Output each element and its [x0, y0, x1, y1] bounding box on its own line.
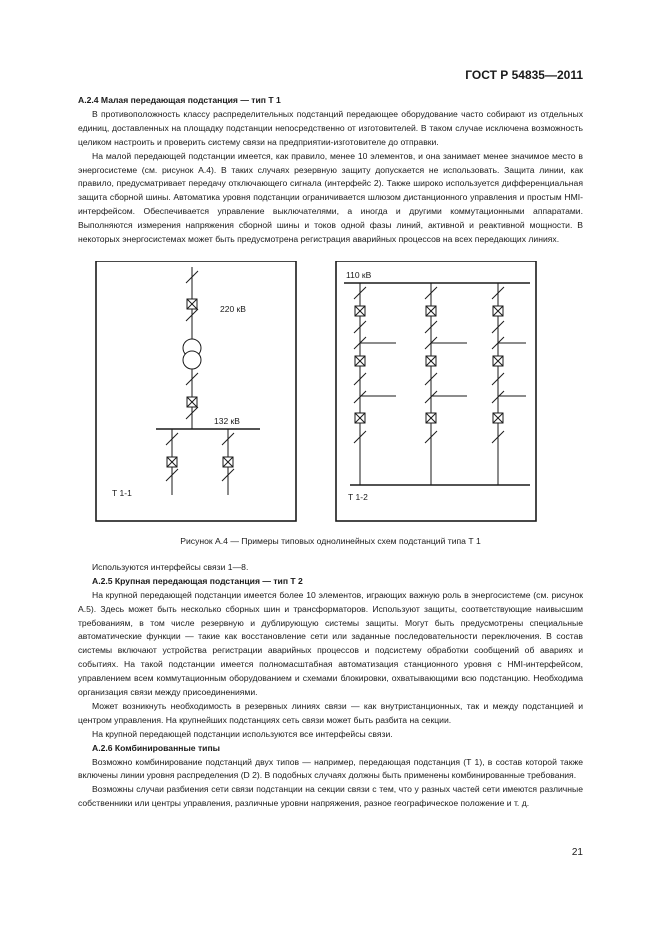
paragraph: На крупной передающей подстанции имеется более 10 элементов, играющих важную роль в энергосистеме (см. рисунок А.5). Здесь может быть несколько сборных шин и трансформаторов. Используют защиты, соответствующие наивысшим требованиям, в том числе резервную и дублирующую системы защиты. Могут быть предусмотрены специальные автоматические функции — такие как восстановление сети или заданные последовательности переключения. В состав системы включают устройства регистрации аварийных процессов и подсистему обработки сообщений об авариях и событиях. На такой подстанции имеется полномасштабная автоматизация станционного уровня с HMI-интерфейсом, управлением всем коммутационным оборудованием и схемами блокировки, охватывающими всю подстанцию. Необходима организация связи между присоединениями.: [78, 589, 583, 698]
section-heading-a25: А.2.5 Крупная передающая подстанция — тип Т 2: [92, 575, 303, 586]
section-heading-a24: А.2.4 Малая передающая подстанция — тип Т 1: [78, 95, 281, 105]
transformer-winding-bottom: [183, 351, 201, 369]
page-content: [78, 94, 583, 811]
paragraph: В противоположность классу распределительных подстанций передающее оборудование часто собирают из отдельных единиц, доставленных на площадку подстанции непосредственно от изготовителей. В таком случае исключена возможность целиком настроить и проверить систему связи на предприятии-изготовителе до отправки.: [78, 108, 583, 147]
voltage-label-220kv: 220 кВ: [220, 303, 246, 314]
voltage-label-110kv: 110 кВ: [346, 269, 372, 280]
figure-caption: Рисунок А.4 — Примеры типовых однолинейных схем подстанций типа Т 1: [180, 535, 481, 546]
diagram-label-t1-2: Т 1-2: [348, 491, 368, 502]
paragraph: Используются интерфейсы связи 1—8.: [92, 561, 249, 572]
page-number: 21: [571, 847, 583, 858]
document-id: ГОСТ Р 54835—2011: [465, 68, 583, 82]
single-line-diagrams: [78, 261, 583, 529]
figure-a4: [78, 261, 583, 529]
paragraph: Возможно комбинирование подстанций двух типов — например, передающая подстанция (Т 1), в состав которой также включены линии уровня распределения (D 2). В подобных случаях должны быть применены комбинированные требования.: [78, 756, 583, 781]
paragraph: На малой передающей подстанции имеется, как правило, менее 10 элементов, и она занимает менее значимое место в энергосистеме (см. рисунок А.4). В таких случаях резервную защиту допускается не использовать. Защита линии, как правило, предусматривает передачу отключающего сигнала (интерфейс 2). Также широко используется дифференциальная защита сборной шины. Автоматика уровня подстанции ограничивается шлюзом дистанционного управления и простым HMI-интерфейсом. Обеспечивается управление выключателями, а иногда и другими коммутационными аппаратами. Выполняются измерения напряжения сборной шины и токов одной фазы линий, активной и реактивной мощности. В некоторых энергосистемах может быть предусмотрена регистрация аварийных процессов на всех передающих линиях.: [78, 150, 583, 245]
paragraph: Возможны случаи разбиения сети связи подстанции на секции связи с тем, что у разных частей сети имеются различные собственники или центры управления, различные уровни напряжения, разное географическое положение и т. д.: [78, 784, 583, 809]
voltage-label-132kv: 132 кВ: [214, 415, 240, 426]
paragraph: Может возникнуть необходимость в резервных линиях связи — как внутристанционных, так и между подстанцией и центром управления. На крупнейших подстанциях сеть связи может быть разбита на секции.: [78, 700, 583, 725]
section-heading-a26: А.2.6 Комбинированные типы: [92, 742, 220, 753]
paragraph: На крупной передающей подстанции используются все интерфейсы связи.: [92, 728, 393, 739]
diagram-label-t1-1: Т 1-1: [112, 487, 132, 498]
